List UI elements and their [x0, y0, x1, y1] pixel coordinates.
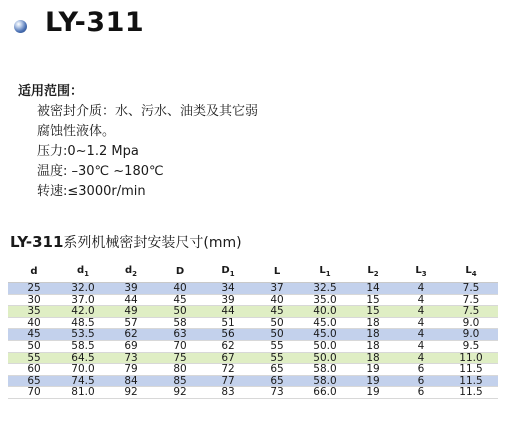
column-header-subscript: 2: [373, 269, 379, 278]
table-cell: 49: [106, 306, 156, 318]
table-cell: 4: [398, 340, 444, 352]
table-cell: 62: [204, 340, 252, 352]
table-cell: 18: [348, 340, 398, 352]
table-cell: 7.5: [444, 306, 498, 318]
scope-line-medium: 被密封介质：水、污水、油类及其它弱: [37, 104, 259, 119]
table-cell: 50: [252, 317, 302, 329]
table-cell: 35.0: [302, 294, 348, 306]
table-cell: 4: [398, 294, 444, 306]
application-scope: [18, 82, 258, 202]
table-cell: 4: [398, 352, 444, 364]
table-cell: 9.5: [444, 340, 498, 352]
table-cell: 6: [398, 387, 444, 399]
dimension-table: [8, 260, 498, 399]
table-row: [8, 364, 498, 376]
table-cell: 58: [156, 317, 204, 329]
table-cell: 50: [156, 306, 204, 318]
table-cell: 85: [156, 375, 204, 387]
table-cell: 6: [398, 364, 444, 376]
table-cell: 56: [204, 329, 252, 341]
table-cell: 65: [252, 364, 302, 376]
column-header: [8, 260, 60, 283]
table-cell: 45.0: [302, 317, 348, 329]
table-cell: 65: [252, 375, 302, 387]
table-title-model: LY-311: [10, 233, 64, 251]
table-cell: 14: [348, 283, 398, 295]
table-cell: 50: [8, 340, 60, 352]
table-cell: 81.0: [60, 387, 106, 399]
column-header-symbol: L: [273, 265, 281, 277]
column-header: [398, 260, 444, 283]
table-cell: 70.0: [60, 364, 106, 376]
table-cell: 64.5: [60, 352, 106, 364]
table-cell: 9.0: [444, 329, 498, 341]
table-cell: 32.5: [302, 283, 348, 295]
scope-line-medium-cont: 腐蚀性液体。: [37, 124, 116, 139]
column-header-subscript: 4: [471, 269, 477, 278]
table-cell: 65: [8, 375, 60, 387]
table-cell: 55: [8, 352, 60, 364]
table-cell: 55: [252, 352, 302, 364]
table-cell: 50.0: [302, 352, 348, 364]
table-cell: 11.5: [444, 375, 498, 387]
column-header-symbol: L: [367, 264, 374, 276]
table-cell: 53.5: [60, 329, 106, 341]
table-cell: 39: [204, 294, 252, 306]
table-cell: 84: [106, 375, 156, 387]
column-header-subscript: 3: [421, 269, 427, 278]
table-cell: 37.0: [60, 294, 106, 306]
column-header-symbol: D: [221, 264, 230, 276]
column-header-subscript: 2: [132, 269, 138, 278]
page-title: LY-311: [45, 7, 145, 38]
table-cell: 58.0: [302, 364, 348, 376]
table-cell: 18: [348, 329, 398, 341]
column-header-symbol: D: [175, 265, 185, 277]
table-title: [10, 232, 242, 252]
table-cell: 35: [8, 306, 60, 318]
table-row: [8, 329, 498, 341]
table-row: [8, 294, 498, 306]
table-cell: 92: [106, 387, 156, 399]
table-body: [8, 283, 498, 399]
table-cell: 4: [398, 329, 444, 341]
table-title-text: 系列机械密封安装尺寸(mm): [63, 235, 242, 251]
table-cell: 34: [204, 283, 252, 295]
column-header-symbol: L: [465, 264, 472, 276]
table-cell: 15: [348, 306, 398, 318]
column-header-subscript: 1: [325, 269, 331, 278]
table-cell: 44: [204, 306, 252, 318]
table-cell: 40: [156, 283, 204, 295]
table-cell: 92: [156, 387, 204, 399]
table-cell: 4: [398, 317, 444, 329]
column-header-subscript: 1: [229, 269, 235, 278]
table-row: [8, 387, 498, 399]
table-cell: 32.0: [60, 283, 106, 295]
table-cell: 4: [398, 283, 444, 295]
table-cell: 7.5: [444, 283, 498, 295]
table-cell: 15: [348, 294, 398, 306]
column-header-symbol: d: [124, 264, 133, 276]
table-row: [8, 283, 498, 295]
table-cell: 19: [348, 375, 398, 387]
table-cell: 18: [348, 317, 398, 329]
scope-heading: 适用范围：: [18, 84, 84, 99]
table-cell: 42.0: [60, 306, 106, 318]
table-cell: 45: [252, 306, 302, 318]
table-cell: 60: [8, 364, 60, 376]
column-header: [204, 260, 252, 283]
table-cell: 40: [8, 317, 60, 329]
table-cell: 4: [398, 306, 444, 318]
column-header: [60, 260, 106, 283]
table-cell: 72: [204, 364, 252, 376]
table-cell: 70: [156, 340, 204, 352]
scope-line-pressure: 压力:0~1.2 Mpa: [37, 144, 139, 159]
table-cell: 40.0: [302, 306, 348, 318]
table-cell: 11.5: [444, 364, 498, 376]
column-header: [444, 260, 498, 283]
table-cell: 55: [252, 340, 302, 352]
table-cell: 73: [106, 352, 156, 364]
table-cell: 67: [204, 352, 252, 364]
table-cell: 62: [106, 329, 156, 341]
table-row: [8, 375, 498, 387]
column-header-symbol: L: [319, 264, 326, 276]
table-cell: 51: [204, 317, 252, 329]
column-header: [156, 260, 204, 283]
table-cell: 58.5: [60, 340, 106, 352]
table-cell: 45.0: [302, 329, 348, 341]
table-cell: 6: [398, 375, 444, 387]
scope-line-temperature: 温度: –30℃ ~180℃: [37, 164, 164, 179]
table-cell: 25: [8, 283, 60, 295]
table-cell: 19: [348, 364, 398, 376]
table-row: [8, 340, 498, 352]
table-cell: 69: [106, 340, 156, 352]
table-cell: 73: [252, 387, 302, 399]
column-header: [252, 260, 302, 283]
table-cell: 50.0: [302, 340, 348, 352]
table-row: [8, 317, 498, 329]
table-cell: 63: [156, 329, 204, 341]
table-cell: 39: [106, 283, 156, 295]
table-cell: 50: [252, 329, 302, 341]
column-header-symbol: d: [76, 264, 85, 276]
table-cell: 18: [348, 352, 398, 364]
table-cell: 83: [204, 387, 252, 399]
table-cell: 40: [252, 294, 302, 306]
table-cell: 66.0: [302, 387, 348, 399]
title-bullet-icon: [14, 20, 27, 33]
table-row: [8, 306, 498, 318]
table-cell: 74.5: [60, 375, 106, 387]
column-header: [348, 260, 398, 283]
table-cell: 48.5: [60, 317, 106, 329]
table-cell: 11.5: [444, 387, 498, 399]
table-cell: 30: [8, 294, 60, 306]
table-cell: 44: [106, 294, 156, 306]
table-cell: 77: [204, 375, 252, 387]
scope-line-speed: 转速:≤3000r/min: [37, 184, 146, 199]
table-cell: 11.0: [444, 352, 498, 364]
table-cell: 80: [156, 364, 204, 376]
table-cell: 75: [156, 352, 204, 364]
table-cell: 37: [252, 283, 302, 295]
table-cell: 45: [156, 294, 204, 306]
table-cell: 57: [106, 317, 156, 329]
column-header-subscript: 1: [84, 269, 90, 278]
table-cell: 7.5: [444, 294, 498, 306]
column-header: [302, 260, 348, 283]
table-cell: 70: [8, 387, 60, 399]
table-cell: 45: [8, 329, 60, 341]
table-header-row: [8, 260, 498, 283]
table-cell: 58.0: [302, 375, 348, 387]
column-header-symbol: d: [30, 265, 38, 277]
column-header: [106, 260, 156, 283]
table-row: [8, 352, 498, 364]
table-cell: 9.0: [444, 317, 498, 329]
table-cell: 19: [348, 387, 398, 399]
table-cell: 79: [106, 364, 156, 376]
column-header-symbol: L: [415, 264, 422, 276]
